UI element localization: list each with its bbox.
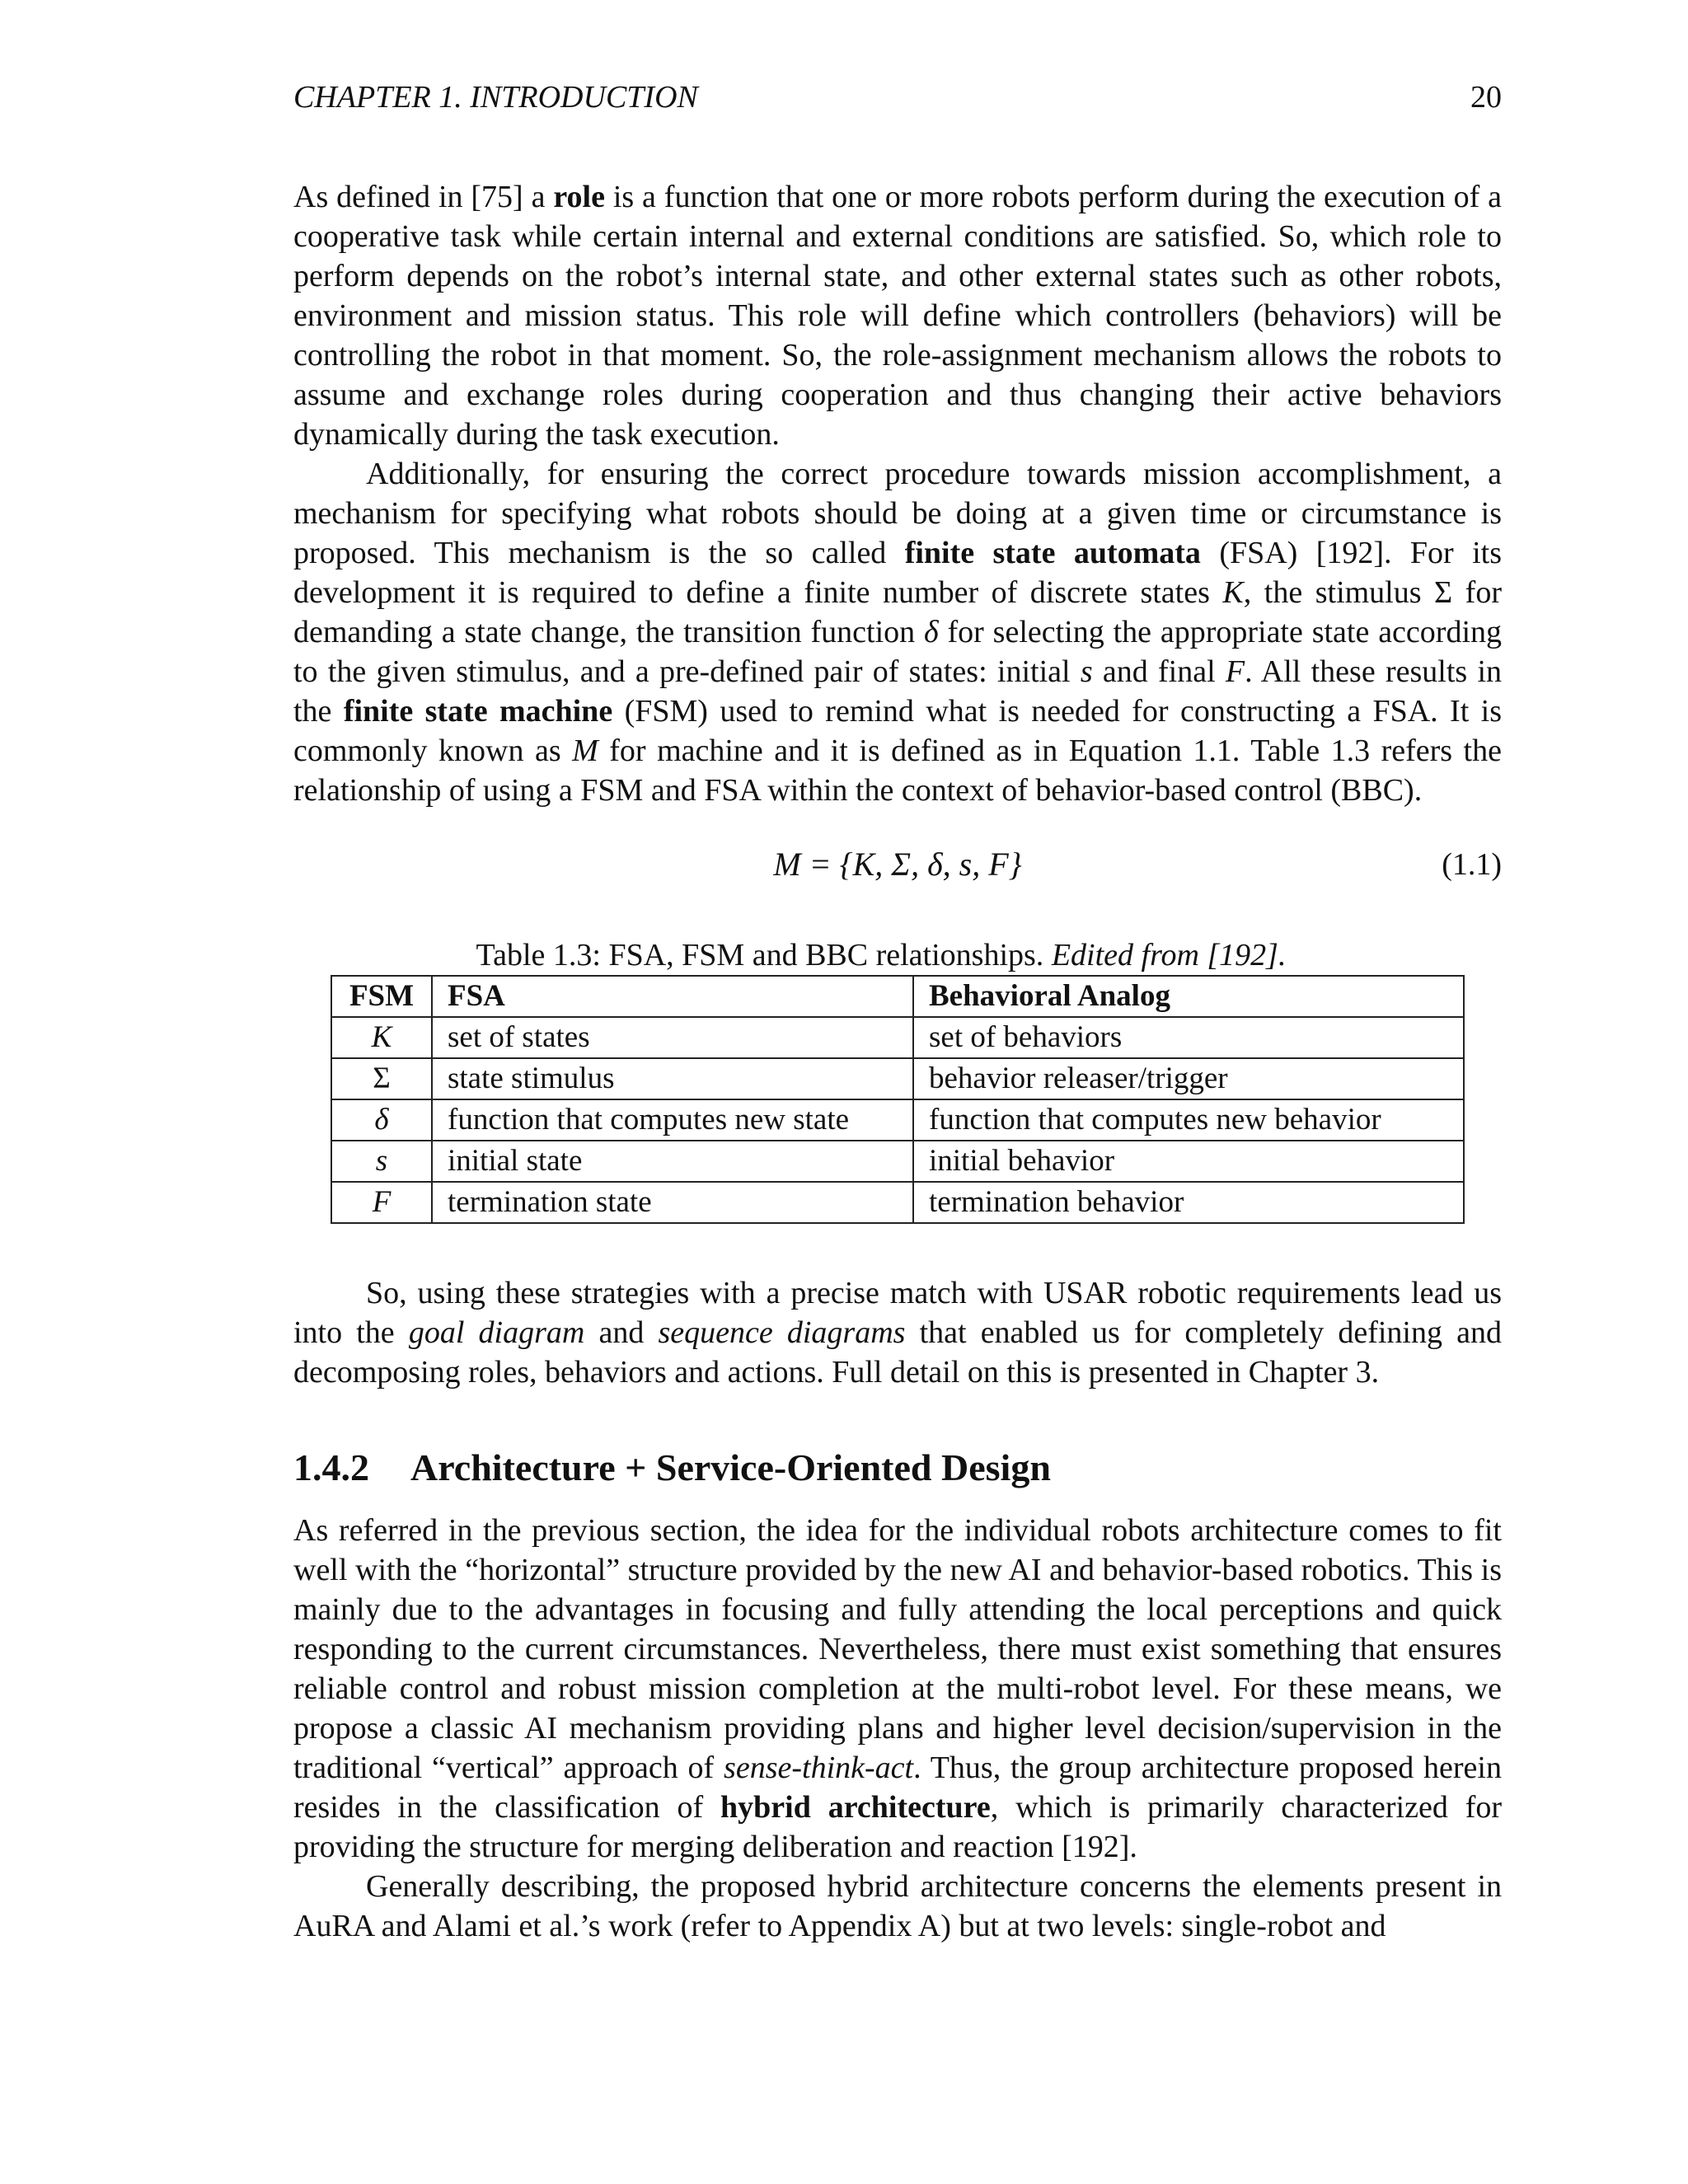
paragraph-strategies: So, using these strategies with a precise match with USAR robotic requirements lead us into the goal diagram and sequence diagrams that enabled us for completely defining and decomposing roles, behaviors and actions. Full detail on this is presented in Chapter 3.	[293, 1276, 1502, 1390]
header-fsa: FSA	[432, 976, 913, 1017]
table-cell: function that computes new behavior	[913, 1099, 1464, 1141]
table-cell: set of behaviors	[913, 1017, 1464, 1058]
page-header	[293, 79, 1502, 120]
fsm-fsa-bbc-table	[331, 975, 1465, 1224]
table-cell: state stimulus	[432, 1058, 913, 1099]
table-cell: termination state	[432, 1182, 913, 1223]
table-cell: Σ	[331, 1058, 432, 1099]
table-row	[331, 1141, 1464, 1182]
table-cell: behavior releaser/trigger	[913, 1058, 1464, 1099]
paragraph-role-definition: As defined in [75] a role is a function that one or more robots perform during the execution of a cooperative task while certain internal and external conditions are satisfied. So, which role to perform depends on the robot’s internal state, and other external states such as other robots, environment and mission status. This role will define which controllers (behaviors) will be controlling the robot in that moment. So, the role-assignment mechanism allows the robots to assume and exchange roles during cooperation and thus changing their active behaviors dynamically during the task execution.	[293, 180, 1502, 452]
header-fsm: FSM	[331, 976, 432, 1017]
paragraph-architecture: As referred in the previous section, the idea for the individual robots architecture comes to fit well with the “horizontal” structure provided by the new AI and behavior-based robotics. This is mainly due to the advantages in focusing and fully attending the local perceptions and quick responding to the current circumstances. Nevertheless, there must exist something that ensures reliable control and robust mission completion at the multi-robot level. For these means, we propose a classic AI mechanism providing plans and higher level decision/supervision in the traditional “vertical” approach of sense-think-act. Thus, the group architecture proposed herein resides in the classification of hybrid architecture, which is primarily characterized for providing the structure for merging deliberation and reaction [192].	[293, 1513, 1502, 1864]
table-cell: set of states	[432, 1017, 913, 1058]
table-row	[331, 1182, 1464, 1223]
running-head: CHAPTER 1. INTRODUCTION	[293, 80, 698, 115]
page-number: 20	[1470, 80, 1502, 115]
equation-1-1	[293, 845, 1502, 884]
table-cell: initial behavior	[913, 1141, 1464, 1182]
table-row	[331, 1017, 1464, 1058]
table-header-row	[331, 976, 1464, 1017]
table-row	[331, 1099, 1464, 1141]
table-cell: termination behavior	[913, 1182, 1464, 1223]
table-caption: Table 1.3: FSA, FSM and BBC relationships. Edited from [192].	[476, 938, 1287, 972]
section-heading	[293, 1445, 1502, 1491]
table-cell: initial state	[432, 1141, 913, 1182]
page-body	[293, 177, 1502, 1946]
table-cell: s	[331, 1141, 432, 1182]
header-behavioral-analog: Behavioral Analog	[913, 976, 1464, 1017]
table-cell: function that computes new state	[432, 1099, 913, 1141]
table-cell: δ	[331, 1099, 432, 1141]
section-title: Architecture + Service-Oriented Design	[410, 1446, 1051, 1488]
paragraph-hybrid-levels: Generally describing, the proposed hybrid architecture concerns the elements present in AuRA and Alami et al.’s work (refer to Appendix A) but at two levels: single-robot and	[293, 1869, 1502, 1943]
equation-number: (1.1)	[1442, 847, 1502, 882]
table-row	[331, 1058, 1464, 1099]
section-number: 1.4.2	[293, 1446, 369, 1488]
paragraph-fsa: Additionally, for ensuring the correct procedure towards mission accomplishment, a mechanism for specifying what robots should be doing at a given time or circumstance is proposed. This mechanism is the so called finite state automata (FSA) [192]. For its development it is required to define a finite number of discrete states K, the stimulus Σ for demanding a state change, the transition function δ for selecting the appropriate state according to the given stimulus, and a pre-defined pair of states: initial s and final F. All these results in the finite state machine (FSM) used to remind what is needed for constructing a FSA. It is commonly known as M for machine and it is defined as in Equation 1.1. Table 1.3 refers the relationship of using a FSM and FSA within the context of behavior-based control (BBC).	[293, 457, 1503, 808]
table-cell: K	[331, 1017, 432, 1058]
table-cell: F	[331, 1182, 432, 1223]
equation-expression: M = {K, Σ, δ, s, F}	[773, 846, 1022, 883]
